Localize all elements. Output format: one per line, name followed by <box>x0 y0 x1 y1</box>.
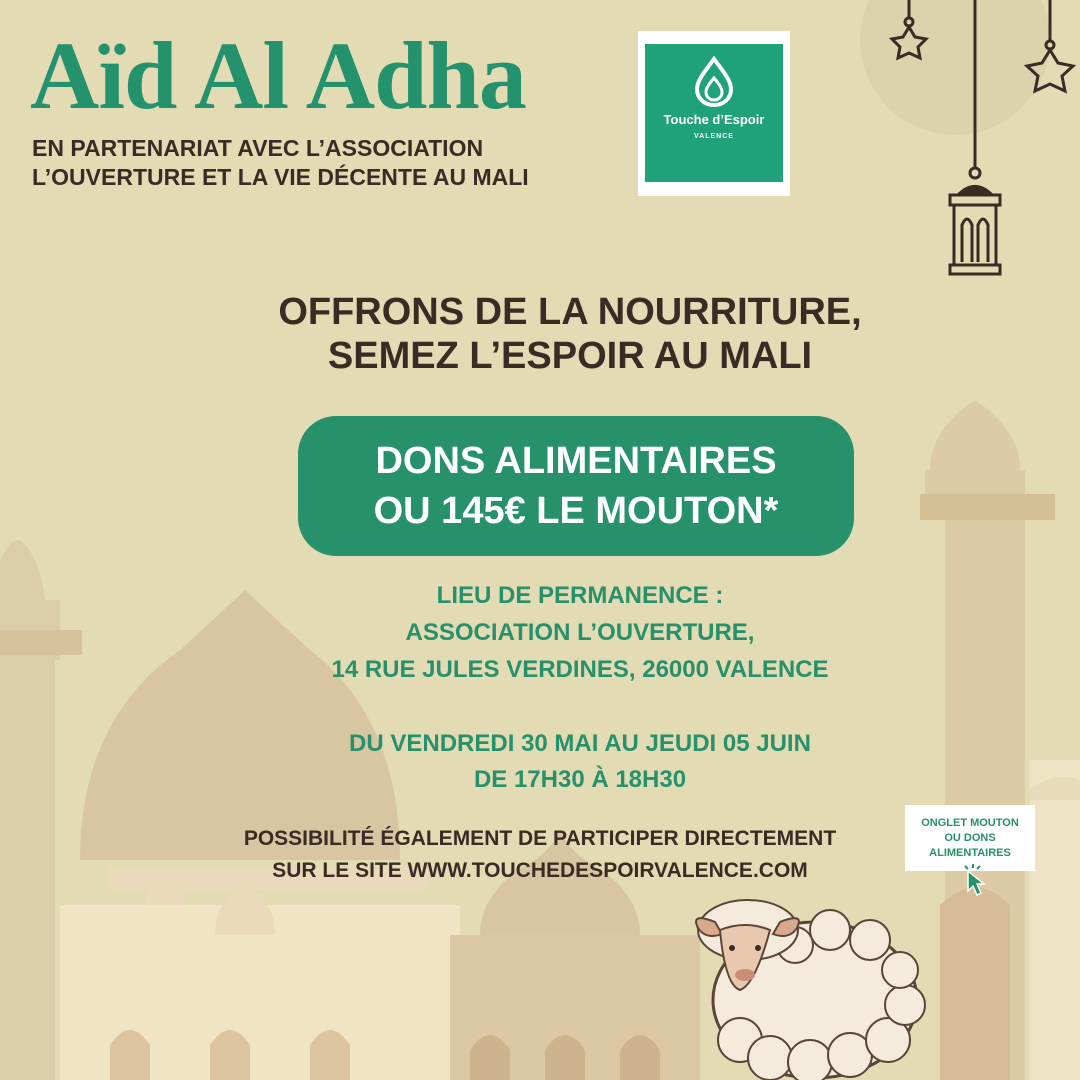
right-arch <box>940 888 1010 1080</box>
partnership-line-1: EN PARTENARIAT AVEC L’ASSOCIATION <box>32 135 484 161</box>
logo-city: VALENCE <box>694 133 734 140</box>
online-line-1: POSSIBILITÉ ÉGALEMENT DE PARTICIPER DIRECTEMENT <box>243 827 837 850</box>
page-title: Aïd Al Adha <box>30 22 526 129</box>
headline <box>200 290 940 378</box>
headline-line-2: SEMEZ L’ESPOIR AU MALI <box>327 335 813 377</box>
pointer-cursor-icon <box>963 863 989 897</box>
donation-pill <box>298 416 854 556</box>
sheep-illustration <box>696 900 925 1080</box>
donation-line-1: DONS ALIMENTAIRES <box>375 440 777 482</box>
schedule-hours: DE 17H30 À 18H30 <box>473 766 687 793</box>
headline-line-1: OFFRONS DE LA NOURRITURE, <box>278 291 862 333</box>
logo-name: Touche d’Espoir <box>663 112 765 127</box>
tab-hint-line-1: ONGLET MOUTON <box>921 816 1019 829</box>
location-address: 14 RUE JULES VERDINES, 26000 VALENCE <box>331 656 829 683</box>
tab-hint-line-3: ALIMENTAIRES <box>929 846 1011 859</box>
partnership-line-2: L’OUVERTURE ET LA VIE DÉCENTE AU MALI <box>32 164 529 190</box>
association-logo <box>638 31 790 196</box>
location-place: ASSOCIATION L’OUVERTURE, <box>405 619 755 646</box>
online-participation <box>110 823 970 887</box>
schedule-dates: DU VENDREDI 30 MAI AU JEUDI 05 JUIN <box>349 730 811 757</box>
location-label: LIEU DE PERMANENCE : <box>436 582 724 609</box>
logo-badge <box>645 44 783 182</box>
schedule-block <box>180 726 980 798</box>
tab-hint-badge <box>905 805 1035 871</box>
partnership-text <box>32 134 529 192</box>
online-line-2: SUR LE SITE WWW.TOUCHEDESPOIRVALENCE.COM <box>272 859 808 882</box>
drop-icon <box>692 56 736 108</box>
bottom-left-mosque <box>60 868 460 1080</box>
moon-shape <box>860 0 1050 135</box>
donation-line-2: OU 145€ LE MOUTON* <box>373 490 779 532</box>
right-building <box>1030 760 1080 1080</box>
location-block <box>180 577 980 688</box>
tab-hint-line-2: OU DONS <box>944 831 996 844</box>
